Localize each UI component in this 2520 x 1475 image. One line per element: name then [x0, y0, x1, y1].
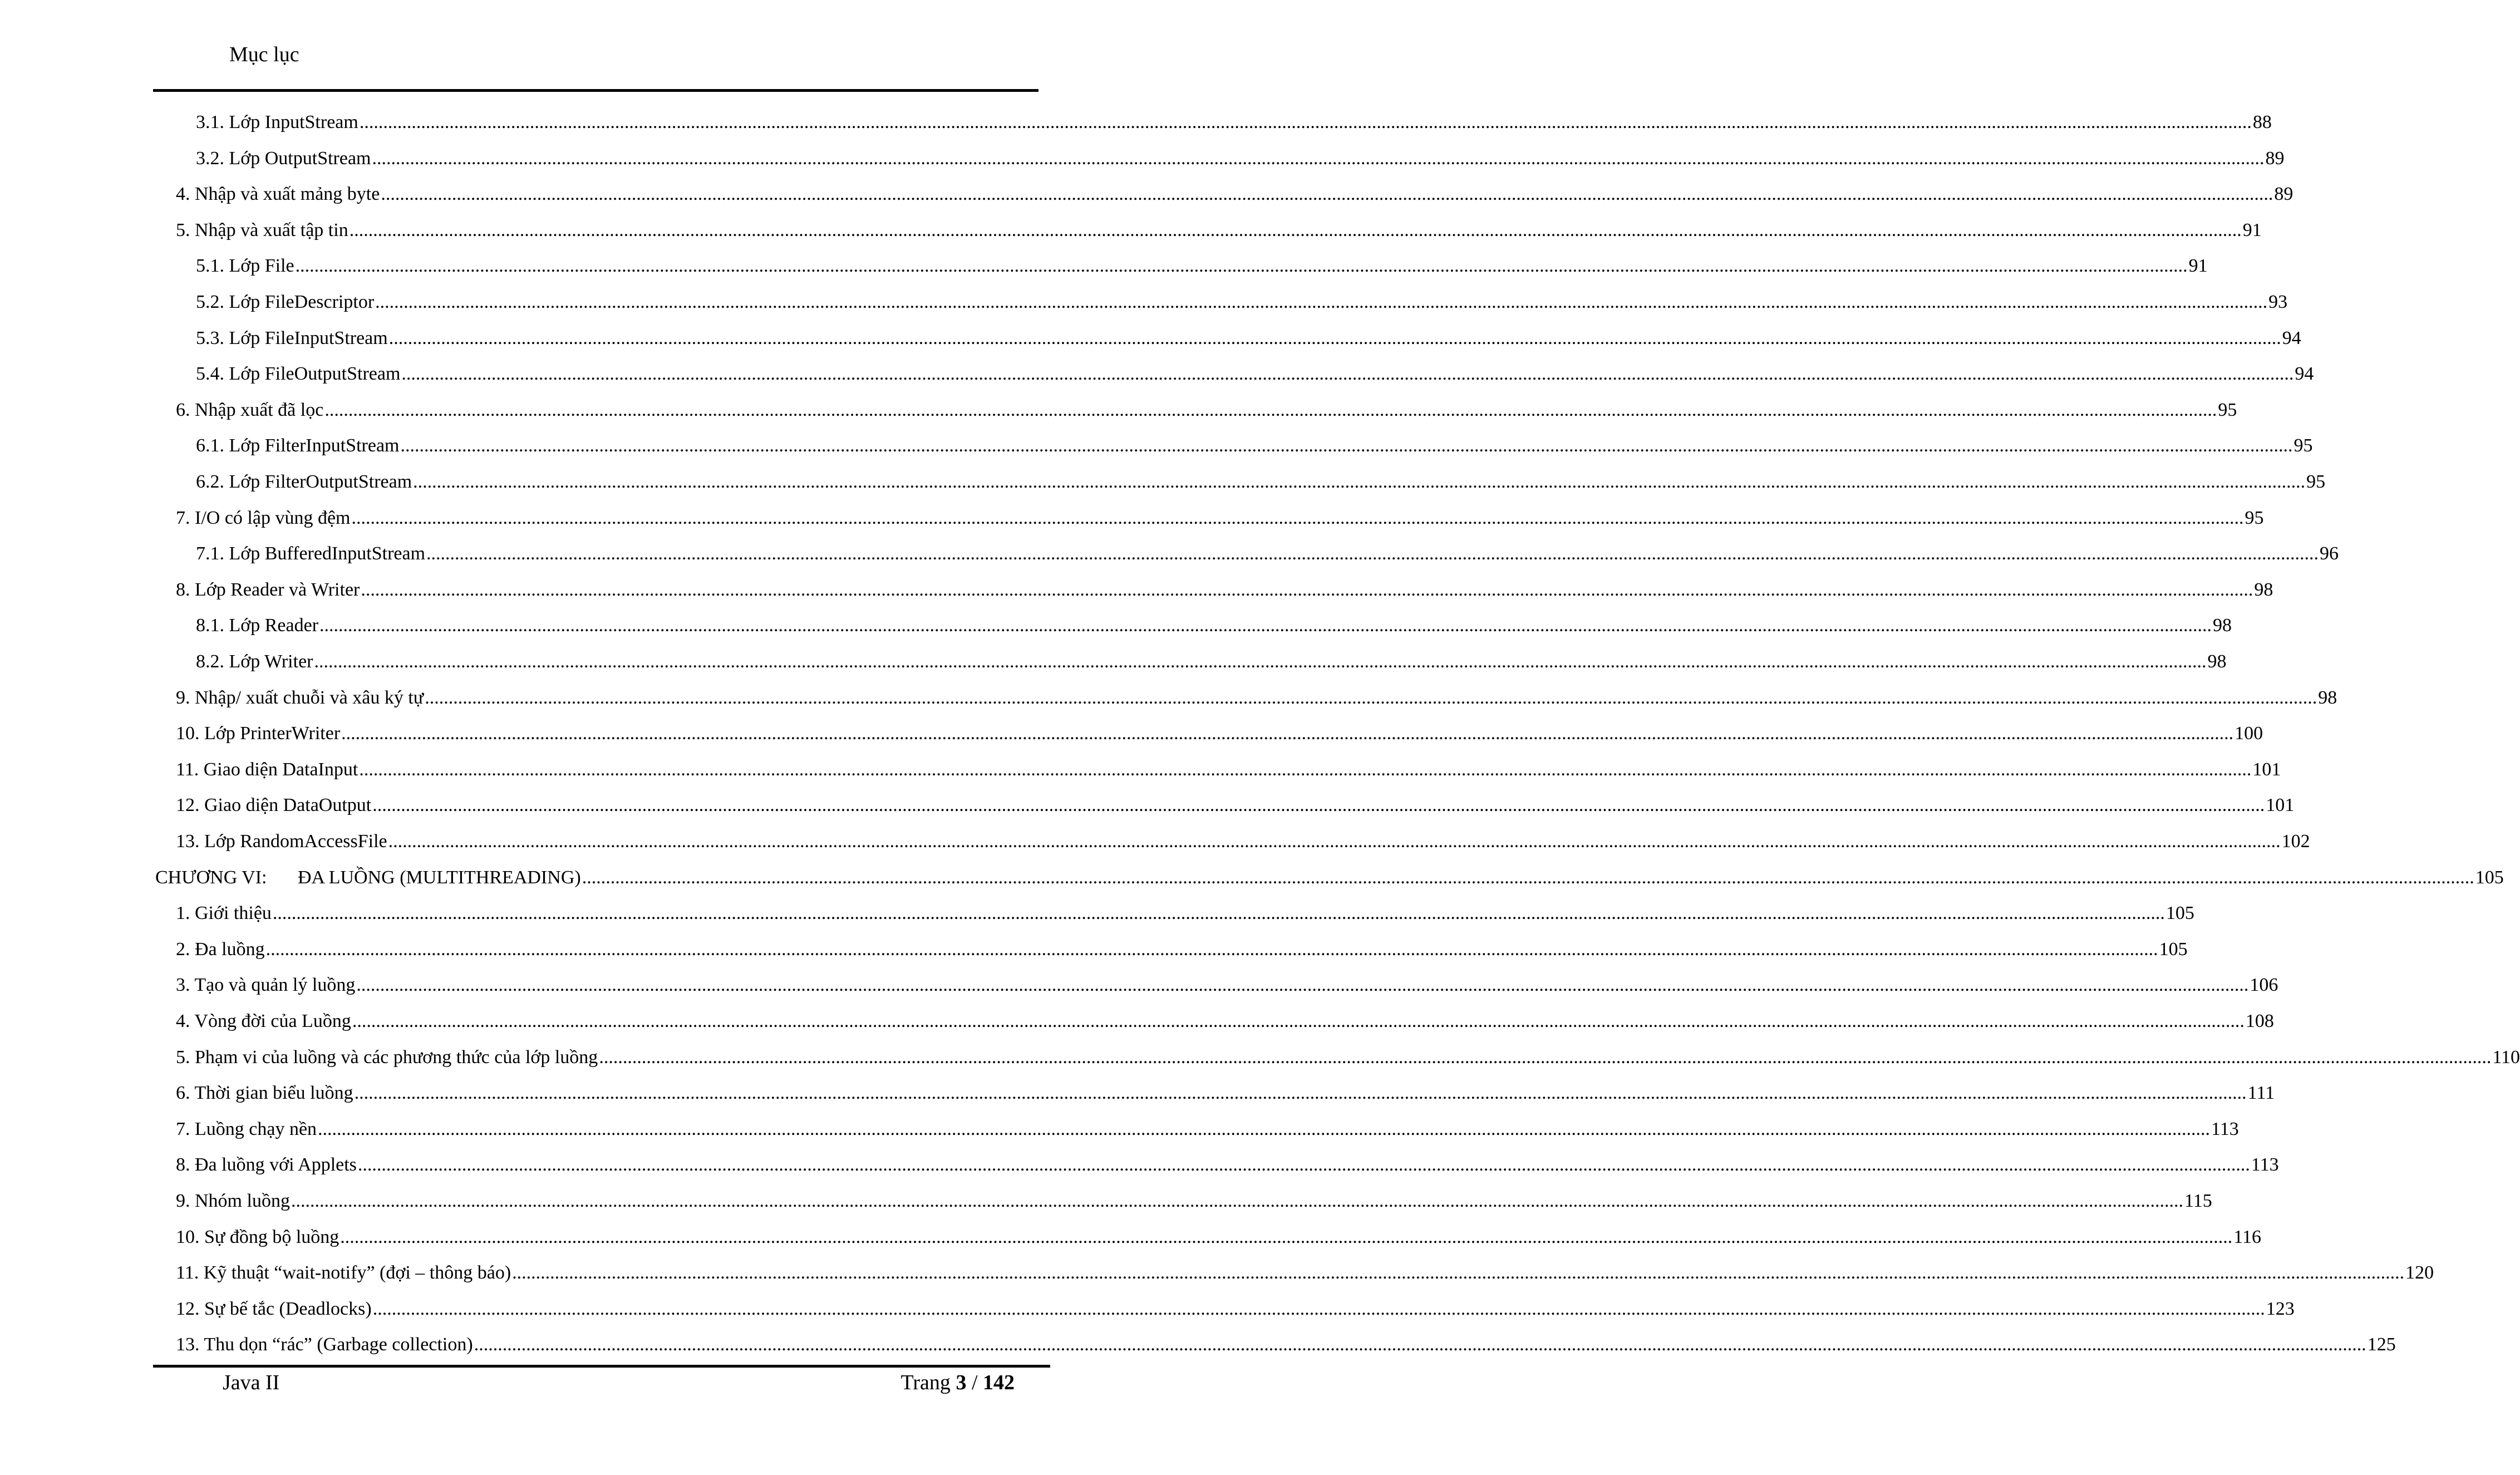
toc-page-number: 105 — [2475, 867, 2504, 888]
toc-entry[interactable] — [176, 1041, 2520, 1074]
toc-chapter-prefix: CHƯƠNG VI: — [155, 867, 267, 888]
toc-entry[interactable] — [176, 1076, 2275, 1110]
toc-entry[interactable] — [196, 249, 2208, 283]
toc-leader-dots: ................................................................................................................................................................................................................................................................................................................................................................................................................ — [357, 1154, 2250, 1176]
toc-leader-dots: ................................................................................................................................................................................................................................................................................................................................................................................................................ — [324, 399, 2217, 420]
toc-entry-label: 11. Kỹ thuật “wait-notify” (đợi – thông báo) — [176, 1262, 511, 1284]
toc-entry[interactable] — [176, 1328, 2396, 1361]
toc-entry[interactable] — [176, 681, 2337, 715]
toc-page-number: 110 — [2492, 1046, 2520, 1068]
toc-entry[interactable] — [176, 1005, 2274, 1038]
toc-entry[interactable] — [196, 357, 2314, 391]
toc-entry[interactable] — [176, 717, 2263, 750]
toc-page-number: 108 — [2245, 1011, 2274, 1031]
toc-entry[interactable] — [176, 1184, 2212, 1218]
toc-entry[interactable] — [176, 789, 2295, 822]
toc-page-number: 100 — [2234, 723, 2263, 744]
toc-entry-label: 5.3. Lớp FileInputStream — [196, 327, 388, 348]
toc-page-number: 101 — [2252, 759, 2281, 780]
toc-page-number: 95 — [2306, 471, 2326, 492]
toc-leader-dots: ................................................................................................................................................................................................................................................................................................................................................................................................................ — [341, 723, 2234, 744]
toc-page-number: 101 — [2266, 795, 2295, 816]
toc-entry[interactable] — [176, 1221, 2262, 1254]
toc-leader-dots: ................................................................................................................................................................................................................................................................................................................................................................................................................ — [388, 831, 2281, 852]
toc-page-number: 95 — [2218, 399, 2237, 420]
toc-entry-label: 2. Đa luồng — [176, 938, 265, 960]
footer-book-title: Java II — [223, 1371, 280, 1394]
toc-entry[interactable] — [176, 753, 2281, 786]
toc-entry[interactable] — [196, 645, 2227, 678]
toc-entry[interactable] — [196, 286, 2288, 319]
toc-entry[interactable] — [176, 502, 2264, 535]
toc-entry-label: 6. Nhập xuất đã lọc — [176, 399, 324, 420]
toc-entry-label: 9. Nhóm luồng — [176, 1191, 290, 1211]
toc-page-number: 89 — [2265, 148, 2285, 169]
toc-leader-dots: ................................................................................................................................................................................................................................................................................................................................................................................................................ — [425, 687, 2317, 708]
toc-entry[interactable] — [196, 465, 2326, 499]
toc-page-number: 91 — [2188, 255, 2208, 277]
toc-entry-label: 8. Lớp Reader và Writer — [176, 579, 360, 600]
page-header-title: Mục lục — [229, 43, 299, 66]
toc-leader-dots: ................................................................................................................................................................................................................................................................................................................................................................................................................ — [400, 435, 2293, 456]
toc-page-number: 115 — [2184, 1191, 2212, 1211]
toc-page-number: 88 — [2252, 112, 2272, 132]
toc-leader-dots: ................................................................................................................................................................................................................................................................................................................................................................................................................ — [401, 363, 2294, 385]
toc-entry[interactable] — [196, 429, 2313, 463]
toc-page-number: 105 — [2165, 903, 2194, 924]
toc-leader-dots: ................................................................................................................................................................................................................................................................................................................................................................................................................ — [351, 507, 2244, 528]
toc-entry-label: 5.1. Lớp File — [196, 255, 294, 277]
toc-leader-dots: ................................................................................................................................................................................................................................................................................................................................................................................................................ — [375, 292, 2268, 312]
toc-page-number: 94 — [2295, 363, 2314, 385]
toc-entry-label: ĐA LUỒNG (MULTITHREADING) — [298, 867, 581, 888]
toc-leader-dots: ................................................................................................................................................................................................................................................................................................................................................................................................................ — [354, 1083, 2247, 1104]
toc-page-number: 98 — [2318, 687, 2337, 708]
toc-leader-dots: ................................................................................................................................................................................................................................................................................................................................................................................................................ — [388, 327, 2281, 348]
toc-entry-label: 6.2. Lớp FilterOutputStream — [196, 471, 412, 492]
toc-entry-label: 5.2. Lớp FileDescriptor — [196, 292, 375, 312]
toc-entry-label: 10. Lớp PrinterWriter — [176, 723, 341, 744]
toc-entry-label: 6. Thời gian biểu luồng — [176, 1083, 353, 1104]
toc-page-number: 125 — [2367, 1334, 2396, 1355]
toc-page-number: 105 — [2159, 938, 2188, 960]
toc-leader-dots: ................................................................................................................................................................................................................................................................................................................................................................................................................ — [599, 1046, 2492, 1068]
footer-separator: / — [971, 1371, 978, 1394]
toc-entry-label: 8.1. Lớp Reader — [196, 615, 319, 636]
toc-entry[interactable] — [176, 178, 2293, 211]
toc-page-number: 120 — [2405, 1262, 2434, 1284]
toc-entry[interactable] — [196, 322, 2301, 355]
toc-page-number: 98 — [2213, 615, 2232, 636]
toc-leader-dots: ................................................................................................................................................................................................................................................................................................................................................................................................................ — [381, 184, 2273, 205]
toc-page-number: 98 — [2207, 651, 2227, 672]
toc-entry[interactable] — [176, 897, 2194, 930]
toc-page-number: 89 — [2274, 184, 2293, 205]
toc-page-number: 93 — [2268, 292, 2288, 312]
toc-leader-dots: ................................................................................................................................................................................................................................................................................................................................................................................................................ — [372, 148, 2265, 169]
footer-page-prefix: Trang — [900, 1371, 951, 1394]
toc-entry-label: 5. Nhập và xuất tập tin — [176, 219, 348, 240]
toc-entry[interactable] — [196, 142, 2285, 175]
toc-chapter-title — [155, 861, 581, 894]
toc-leader-dots: ................................................................................................................................................................................................................................................................................................................................................................................................................ — [352, 1011, 2245, 1031]
toc-leader-dots: ................................................................................................................................................................................................................................................................................................................................................................................................................ — [295, 255, 2188, 277]
toc-entry[interactable] — [176, 1292, 2295, 1326]
toc-entry-label: 3. Tạo và quản lý luồng — [176, 975, 356, 996]
toc-leader-dots: ................................................................................................................................................................................................................................................................................................................................................................................................................ — [356, 975, 2249, 996]
toc-entry[interactable] — [176, 825, 2310, 858]
toc-chapter-entry[interactable] — [155, 861, 2504, 894]
toc-leader-dots: ................................................................................................................................................................................................................................................................................................................................................................................................................ — [426, 543, 2319, 564]
toc-entry-label: 8. Đa luồng với Applets — [176, 1154, 357, 1176]
toc-entry-label: 13. Lớp RandomAccessFile — [176, 831, 387, 852]
toc-leader-dots: ................................................................................................................................................................................................................................................................................................................................................................................................................ — [359, 759, 2252, 780]
toc-page-number: 91 — [2242, 219, 2262, 240]
toc-leader-dots: ................................................................................................................................................................................................................................................................................................................................................................................................................ — [359, 112, 2252, 132]
toc-entry-label: 12. Sự bế tắc (Deadlocks) — [176, 1298, 372, 1319]
header-rule — [153, 89, 1038, 92]
toc-leader-dots: ................................................................................................................................................................................................................................................................................................................................................................................................................ — [372, 795, 2265, 816]
toc-entry-label: 7. Luồng chạy nền — [176, 1118, 317, 1139]
toc-entry-label: 4. Vòng đời của Luồng — [176, 1011, 351, 1031]
toc-entry-label: 10. Sự đồng bộ luồng — [176, 1226, 339, 1247]
toc-entry-label: 3.1. Lớp InputStream — [196, 112, 358, 132]
toc-leader-dots: ................................................................................................................................................................................................................................................................................................................................................................................................................ — [512, 1262, 2405, 1284]
toc-entry-label: 1. Giới thiệu — [176, 903, 272, 924]
toc-page-number: 123 — [2266, 1298, 2295, 1319]
footer-total-pages: 142 — [983, 1371, 1015, 1394]
toc-leader-dots: ................................................................................................................................................................................................................................................................................................................................................................................................................ — [319, 615, 2212, 636]
toc-entry-label: 11. Giao diện DataInput — [176, 759, 358, 780]
toc-entry-label: 7. I/O có lập vùng đệm — [176, 507, 351, 528]
toc-entry[interactable] — [176, 1148, 2279, 1182]
toc-leader-dots: ................................................................................................................................................................................................................................................................................................................................................................................................................ — [372, 1298, 2265, 1319]
toc-entry[interactable] — [176, 933, 2188, 966]
toc-page-number: 106 — [2250, 975, 2278, 996]
toc-entry[interactable] — [176, 968, 2278, 1002]
toc-entry[interactable] — [176, 1256, 2434, 1290]
toc-leader-dots: ................................................................................................................................................................................................................................................................................................................................................................................................................ — [349, 219, 2242, 240]
toc-entry-label: 8.2. Lớp Writer — [196, 651, 313, 672]
toc-entry-label: 7.1. Lớp BufferedInputStream — [196, 543, 426, 564]
toc-leader-dots: ................................................................................................................................................................................................................................................................................................................................................................................................................ — [314, 651, 2207, 672]
toc-entry[interactable] — [176, 394, 2237, 427]
toc-page-number: 111 — [2247, 1083, 2275, 1104]
toc-leader-dots: ................................................................................................................................................................................................................................................................................................................................................................................................................ — [413, 471, 2306, 492]
footer-page-number — [901, 1366, 1015, 1399]
toc-page-number: 113 — [2211, 1118, 2239, 1139]
toc-entry-label: 13. Thu dọn “rác” (Garbage collection) — [176, 1334, 473, 1355]
toc-page-number: 95 — [2245, 507, 2264, 528]
toc-entry-label: 4. Nhập và xuất mảng byte — [176, 184, 380, 205]
toc-entry-label: 3.2. Lớp OutputStream — [196, 148, 371, 169]
toc-entry-label: 6.1. Lớp FilterInputStream — [196, 435, 400, 456]
toc-page-number: 95 — [2293, 435, 2313, 456]
toc-entry-label: 9. Nhập/ xuất chuỗi và xâu ký tự — [176, 687, 424, 708]
toc-entry-label: 5. Phạm vi của luồng và các phương thức của lớp luồng — [176, 1046, 598, 1068]
footer-current-page: 3 — [956, 1371, 967, 1394]
toc-entry[interactable] — [196, 106, 2272, 139]
toc-page-number: 94 — [2282, 327, 2301, 348]
toc-page-number: 98 — [2254, 579, 2273, 600]
toc-entry[interactable] — [196, 609, 2232, 642]
toc-page-number: 102 — [2281, 831, 2310, 852]
toc-entry-label: 5.4. Lớp FileOutputStream — [196, 363, 401, 385]
toc-leader-dots: ................................................................................................................................................................................................................................................................................................................................................................................................................ — [474, 1334, 2366, 1355]
toc-entry[interactable] — [176, 214, 2262, 247]
toc-leader-dots: ................................................................................................................................................................................................................................................................................................................................................................................................................ — [272, 903, 2165, 924]
toc-entry[interactable] — [176, 573, 2273, 607]
toc-page-number: 113 — [2251, 1154, 2279, 1176]
toc-leader-dots: ................................................................................................................................................................................................................................................................................................................................................................................................................ — [340, 1226, 2233, 1247]
toc-leader-dots: ................................................................................................................................................................................................................................................................................................................................................................................................................ — [582, 867, 2474, 888]
toc-entry[interactable] — [196, 537, 2339, 571]
toc-leader-dots: ................................................................................................................................................................................................................................................................................................................................................................................................................ — [318, 1118, 2211, 1139]
toc-leader-dots: ................................................................................................................................................................................................................................................................................................................................................................................................................ — [291, 1191, 2183, 1211]
toc-page-number: 116 — [2233, 1226, 2262, 1247]
toc-entry[interactable] — [176, 1113, 2239, 1146]
toc-entry-label: 12. Giao diện DataOutput — [176, 795, 372, 816]
toc-leader-dots: ................................................................................................................................................................................................................................................................................................................................................................................................................ — [265, 938, 2158, 960]
toc-page-number: 96 — [2320, 543, 2339, 564]
toc-leader-dots: ................................................................................................................................................................................................................................................................................................................................................................................................................ — [361, 579, 2253, 600]
